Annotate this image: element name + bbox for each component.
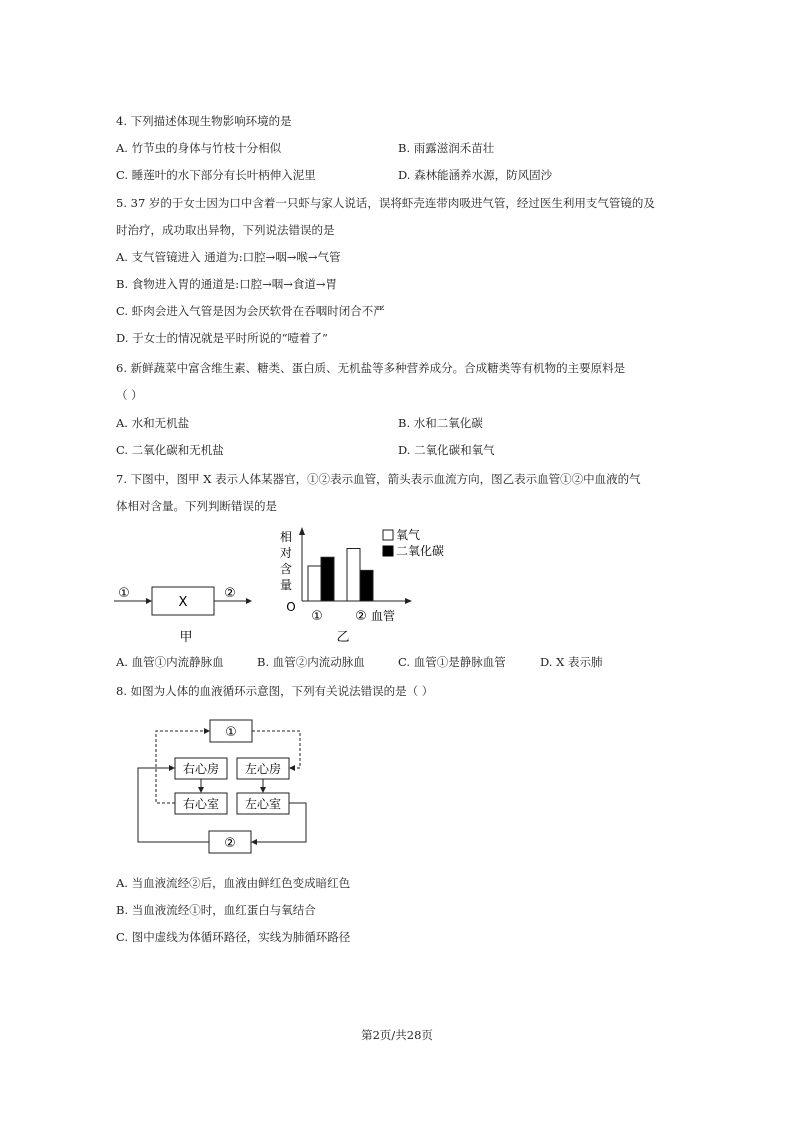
jia-vessel1-label: ①	[118, 586, 130, 601]
q8-option-c: C. 图中虚线为体循环路径，实线为肺循环路径	[116, 930, 351, 944]
q4-option-d: D. 森林能涵养水源，防风固沙	[398, 168, 553, 182]
q7-stem-line2: 体相对含量。下列判断错误的是	[116, 499, 277, 513]
q5-stem-line1: 5. 37 岁的于女士因为口中含着一只虾与家人说话，误将虾壳连带肉吸进气管，经过医生利用支气管镜的及	[116, 196, 655, 210]
q7-option-a: A. 血管①内流静脉血	[116, 655, 224, 669]
q5-option-c: C. 虾肉会进入气管是因为会厌软骨在吞咽时闭合不严	[116, 304, 385, 318]
organ-x-label: X	[178, 595, 188, 610]
bar-oxygen-vessel-1	[308, 566, 321, 601]
q5-option-b: B. 食物进入胃的通道是:口腔→咽→食道→胃	[116, 277, 338, 291]
yi-origin-label: O	[286, 600, 296, 614]
q4-option-b: B. 雨露滋润禾苗壮	[398, 141, 495, 155]
q6-option-b: B. 水和二氧化碳	[398, 416, 483, 430]
q5-stem-line2: 时治疗，成功取出异物，下列说法错误的是	[116, 223, 335, 237]
jia-vessel2-label: ②	[224, 586, 236, 601]
q8-stem: 8. 如图为人体的血液循环示意图，下列有关说法错误的是（ ）	[116, 684, 434, 698]
legend-swatch-co2	[383, 546, 393, 556]
q4-option-a: A. 竹节虫的身体与竹枝十分相似	[116, 141, 282, 155]
figure-yi-chart	[275, 523, 465, 645]
box-1-label: ①	[225, 725, 237, 740]
q7-stem-line1: 7. 下图中，图甲 X 表示人体某器官，①②表示血管，箭头表示血流方向，图乙表示血管①②中血液的气	[116, 472, 641, 486]
q6-option-c: C. 二氧化碳和无机盐	[116, 443, 224, 457]
legend-label-co2: 二氧化碳	[396, 544, 445, 558]
yi-ylabel-char-2: 对	[279, 546, 293, 560]
jia-caption: 甲	[179, 630, 193, 645]
bar-co2-vessel-1	[321, 557, 334, 601]
right-ventricle-label: 右心室	[182, 797, 220, 811]
legend-swatch-oxygen	[383, 530, 393, 540]
yi-ylabel-char-4: 量	[279, 578, 293, 592]
q7-option-d: D. X 表示肺	[540, 655, 603, 669]
right-atrium-label: 右心房	[182, 762, 220, 776]
yi-tick-label-2: ②	[355, 609, 367, 624]
yi-tick-label-1: ①	[311, 609, 323, 624]
box-2-label: ②	[224, 836, 236, 851]
q5-option-a: A. 支气管镜进入 通道为:口腔→咽→喉→气管	[116, 250, 341, 264]
legend-label-oxygen: 氧气	[396, 528, 421, 542]
q8-option-b: B. 当血液流经①时，血红蛋白与氧结合	[116, 903, 316, 917]
figure-jia	[110, 575, 270, 647]
q8-option-a: A. 当血液流经②后，血液由鲜红色变成暗红色	[116, 876, 351, 890]
circulation-diagram	[120, 710, 320, 860]
q4-stem: 4. 下列描述体现生物影响环境的是	[116, 114, 292, 128]
left-ventricle-label: 左心室	[244, 797, 282, 811]
yi-ylabel-char-3: 含	[279, 562, 293, 576]
q7-option-c: C. 血管①是静脉血管	[398, 655, 506, 669]
q6-stem: 6. 新鲜蔬菜中富含维生素、糖类、蛋白质、无机盐等多种营养成分。合成糖类等有机物的主要原料是	[116, 361, 626, 375]
q7-option-b: B. 血管②内流动脉血	[257, 655, 365, 669]
q4-option-c: C. 睡莲叶的水下部分有长叶柄伸入泥里	[116, 168, 316, 182]
q6-answer-bracket: （ ）	[116, 388, 143, 402]
q6-option-a: A. 水和无机盐	[116, 416, 190, 430]
bar-oxygen-vessel-2	[347, 549, 360, 602]
yi-ylabel-char-1: 相	[279, 530, 293, 544]
bar-co2-vessel-2	[360, 570, 373, 601]
left-atrium-label: 左心房	[244, 762, 282, 776]
page-footer: 第2页/共28页	[361, 1028, 433, 1042]
q5-option-d: D. 于女士的情况就是平时所说的“噎着了”	[116, 331, 328, 345]
yi-caption: 乙	[336, 630, 350, 645]
yi-xlabel: 血管	[371, 609, 396, 623]
q6-option-d: D. 二氧化碳和氧气	[398, 443, 495, 457]
